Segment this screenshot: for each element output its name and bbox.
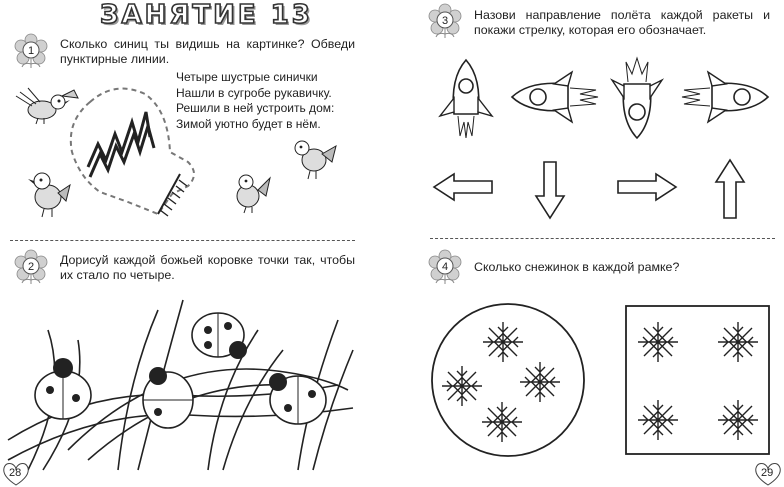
poem-line: Решили в ней устроить дом: xyxy=(176,101,335,115)
titmouse-bird-icon xyxy=(228,170,272,214)
snowflake-frames-illustration xyxy=(428,300,773,460)
arrow-up-icon xyxy=(714,158,746,220)
snowflake-icon xyxy=(718,322,758,362)
snowflake-icon xyxy=(482,402,522,442)
task-3-text: Назови направление полёта каждой ракеты и покажи стрелку, которая его обозначает. xyxy=(474,8,770,37)
snowflake-icon xyxy=(638,400,678,440)
task-3-number: 3 xyxy=(441,15,449,27)
round-frame xyxy=(432,304,584,456)
snowflake-icon xyxy=(718,400,758,440)
task-1-badge xyxy=(14,34,48,73)
lesson-title: ЗАНЯТИЕ 13 xyxy=(100,0,313,30)
titmouse-bird-icon xyxy=(22,167,72,219)
section-divider xyxy=(430,238,775,239)
section-divider xyxy=(10,240,355,241)
snowflake-icon xyxy=(442,366,482,406)
rocket-down-icon xyxy=(612,58,662,140)
task-2-text: Дорисуй каждой божьей коровке точки так, чтобы их стало по четыре. xyxy=(60,253,355,282)
flower-badge-icon xyxy=(14,34,48,68)
titmouse-bird-icon xyxy=(14,88,80,126)
mitten-illustration xyxy=(60,82,210,227)
snowflake-icon xyxy=(520,362,560,402)
task-4-number: 4 xyxy=(441,261,449,273)
page-number-left: 28 xyxy=(9,467,22,479)
flower-badge-icon xyxy=(428,4,462,38)
poem-line: Нашли в сугробе рукавичку. xyxy=(176,85,332,100)
poem-line: Четыре шустрые синички xyxy=(176,70,318,84)
task-4-text: Сколько снежинок в каждой рамке? xyxy=(474,260,680,274)
task-3-badge xyxy=(428,4,462,43)
ladybugs-grass-illustration xyxy=(8,290,358,470)
task-2-number: 2 xyxy=(27,261,35,273)
snowflake-icon xyxy=(483,322,523,362)
ladybug-icon xyxy=(143,367,193,428)
snowflake-icon xyxy=(638,322,678,362)
rocket-left-icon xyxy=(508,72,600,122)
arrow-left-icon xyxy=(432,172,494,202)
poem-line: Зимой уютно будет в нём. xyxy=(176,116,321,131)
arrow-down-icon xyxy=(534,160,566,220)
rocket-up-icon xyxy=(438,58,494,140)
task-4-badge xyxy=(428,250,462,289)
square-frame xyxy=(626,306,769,454)
rocket-right-icon xyxy=(680,72,772,122)
page-number-right: 29 xyxy=(761,467,774,479)
task-1-text: Сколько синиц ты видишь на картинке? Обведи пунктирные линии. xyxy=(60,37,355,66)
flower-badge-icon xyxy=(428,250,462,284)
arrow-right-icon xyxy=(616,172,678,202)
task-1-number: 1 xyxy=(27,45,35,57)
task-2-badge xyxy=(14,250,48,289)
ladybug-icon xyxy=(35,358,91,419)
titmouse-bird-icon xyxy=(290,134,338,184)
ladybug-icon xyxy=(192,313,247,359)
flower-badge-icon xyxy=(14,250,48,284)
